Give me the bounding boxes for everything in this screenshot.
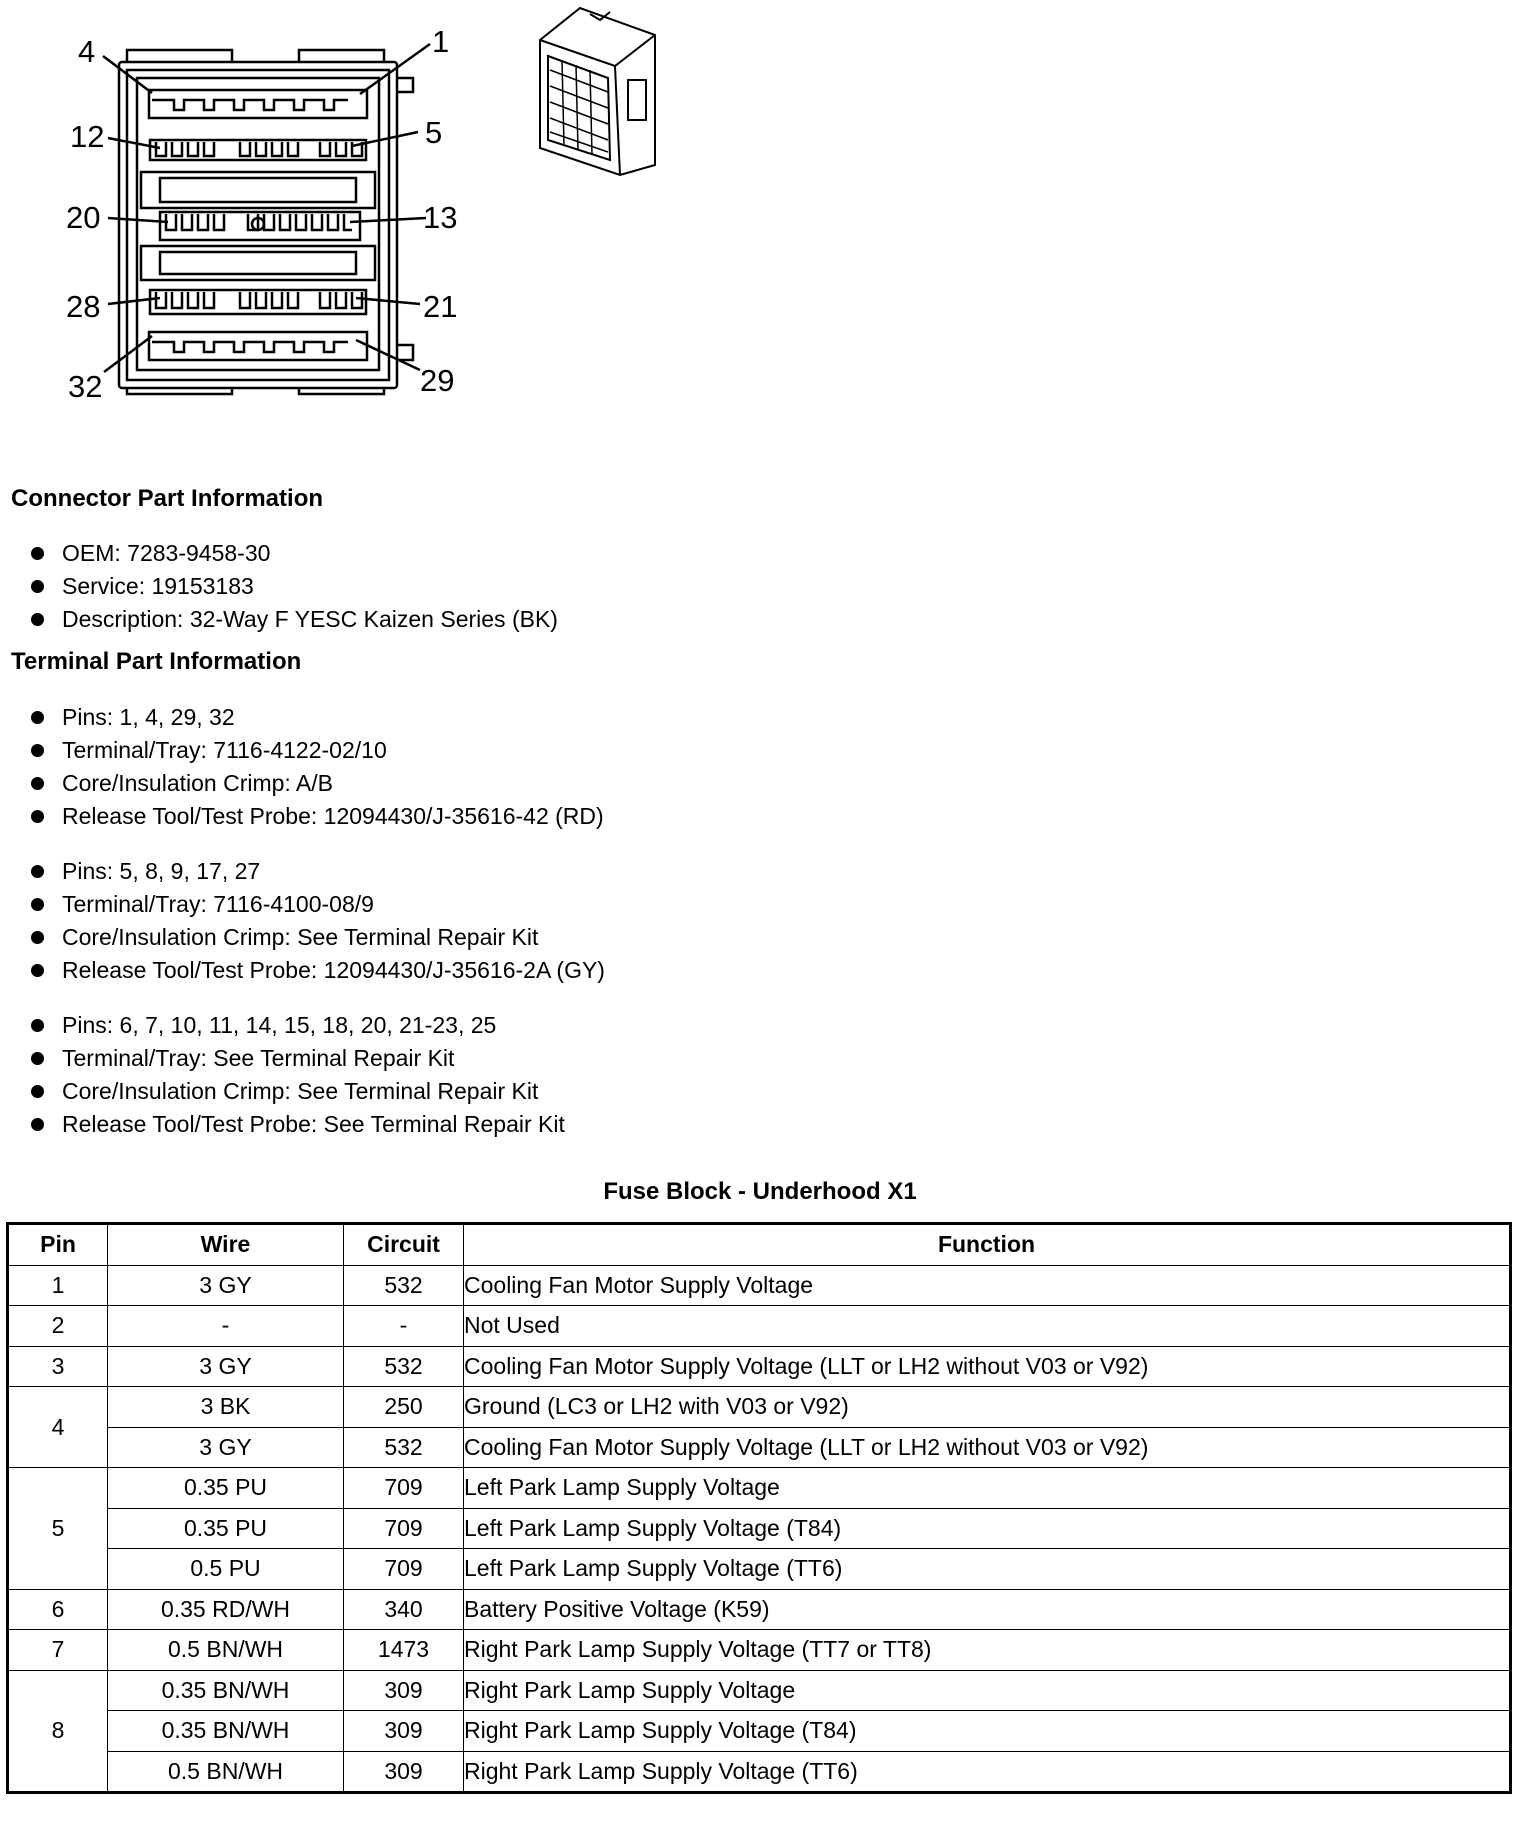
list-item: Release Tool/Test Probe: 12094430/J-35616-2A (GY) [0,954,605,987]
pin-cell: 7 [8,1630,108,1671]
connector-diagram [0,0,700,420]
connector-3d-view [540,8,655,175]
pin-table [6,1222,1512,1794]
function-cell: Right Park Lamp Supply Voltage (TT6) [464,1751,1511,1793]
table-row [8,1508,1511,1549]
circuit-cell: 532 [344,1265,464,1306]
table-row [8,1427,1511,1468]
list-item: Terminal/Tray: 7116-4122-02/10 [0,734,604,767]
terminal-info-heading: Terminal Part Information [11,648,302,675]
table-row [8,1468,1511,1509]
pin-cell: 8 [8,1670,108,1793]
table-row [8,1589,1511,1630]
circuit-cell: 709 [344,1549,464,1590]
table-header-row [8,1224,1511,1266]
function-cell: Left Park Lamp Supply Voltage (T84) [464,1508,1511,1549]
wire-cell: 0.35 PU [108,1468,344,1509]
pin-cell: 1 [8,1265,108,1306]
terminal-group-3 [0,1009,565,1141]
wire-cell: 0.35 BN/WH [108,1670,344,1711]
list-item: Core/Insulation Crimp: A/B [0,767,604,800]
wire-cell: 0.35 BN/WH [108,1711,344,1752]
pin-label-20: 20 [66,200,101,235]
function-cell: Cooling Fan Motor Supply Voltage (LLT or LH2 without V03 or V92) [464,1427,1511,1468]
table-row [8,1751,1511,1793]
header-wire: Wire [108,1224,344,1266]
function-cell: Right Park Lamp Supply Voltage (T84) [464,1711,1511,1752]
function-cell: Right Park Lamp Supply Voltage (TT7 or TT8) [464,1630,1511,1671]
wire-cell: 0.5 BN/WH [108,1751,344,1793]
pin-label-21: 21 [423,289,458,324]
pin-cell: 4 [8,1387,108,1468]
function-cell: Left Park Lamp Supply Voltage (TT6) [464,1549,1511,1590]
wire-cell: 3 GY [108,1346,344,1387]
list-item: Pins: 6, 7, 10, 11, 14, 15, 18, 20, 21-23, 25 [0,1009,565,1042]
function-cell: Cooling Fan Motor Supply Voltage (LLT or LH2 without V03 or V92) [464,1346,1511,1387]
table-row [8,1265,1511,1306]
circuit-cell: 309 [344,1751,464,1793]
circuit-cell: 1473 [344,1630,464,1671]
circuit-cell: 709 [344,1468,464,1509]
pin-label-4: 4 [78,34,96,69]
pin-label-13: 13 [423,200,458,235]
header-pin: Pin [8,1224,108,1266]
circuit-cell: 250 [344,1387,464,1428]
pin-cell: 3 [8,1346,108,1387]
circuit-cell: 532 [344,1346,464,1387]
table-row [8,1306,1511,1347]
wire-cell: 0.5 PU [108,1549,344,1590]
list-item: Description: 32-Way F YESC Kaizen Series (BK) [0,603,558,636]
pin-label-28: 28 [66,289,101,324]
table-row [8,1670,1511,1711]
pin-label-12: 12 [70,119,105,154]
wire-cell: 0.5 BN/WH [108,1630,344,1671]
table-row [8,1711,1511,1752]
table-row [8,1387,1511,1428]
header-circuit: Circuit [344,1224,464,1266]
connector-info-list [0,537,558,636]
list-item: Terminal/Tray: See Terminal Repair Kit [0,1042,565,1075]
header-function: Function [464,1224,1511,1266]
list-item: Pins: 1, 4, 29, 32 [0,701,604,734]
wire-cell: 3 GY [108,1427,344,1468]
list-item: Release Tool/Test Probe: See Terminal Repair Kit [0,1108,565,1141]
wire-cell: 0.35 PU [108,1508,344,1549]
pin-cell: 6 [8,1589,108,1630]
table-row [8,1346,1511,1387]
list-item: Pins: 5, 8, 9, 17, 27 [0,855,605,888]
terminal-group-2 [0,855,605,987]
function-cell: Not Used [464,1306,1511,1347]
function-cell: Battery Positive Voltage (K59) [464,1589,1511,1630]
table-title: Fuse Block - Underhood X1 [603,1178,917,1205]
wire-cell: - [108,1306,344,1347]
wire-cell: 0.35 RD/WH [108,1589,344,1630]
circuit-cell: 309 [344,1711,464,1752]
wire-cell: 3 BK [108,1387,344,1428]
list-item: Release Tool/Test Probe: 12094430/J-35616-42 (RD) [0,800,604,833]
circuit-cell: 309 [344,1670,464,1711]
circuit-cell: 340 [344,1589,464,1630]
list-item: Terminal/Tray: 7116-4100-08/9 [0,888,605,921]
pin-label-29: 29 [420,363,455,398]
function-cell: Cooling Fan Motor Supply Voltage [464,1265,1511,1306]
function-cell: Ground (LC3 or LH2 with V03 or V92) [464,1387,1511,1428]
circuit-cell: 532 [344,1427,464,1468]
pin-cell: 2 [8,1306,108,1347]
connector-info-heading: Connector Part Information [11,485,324,512]
wire-cell: 3 GY [108,1265,344,1306]
pin-cell: 5 [8,1468,108,1590]
pin-label-32: 32 [68,369,103,404]
pin-label-5: 5 [425,115,443,150]
list-item: Service: 19153183 [0,570,558,603]
function-cell: Left Park Lamp Supply Voltage [464,1468,1511,1509]
table-row [8,1630,1511,1671]
list-item: Core/Insulation Crimp: See Terminal Repair Kit [0,921,605,954]
table-row [8,1549,1511,1590]
function-cell: Right Park Lamp Supply Voltage [464,1670,1511,1711]
list-item: Core/Insulation Crimp: See Terminal Repair Kit [0,1075,565,1108]
circuit-cell: 709 [344,1508,464,1549]
circuit-cell: - [344,1306,464,1347]
pin-label-1: 1 [432,24,450,59]
list-item: OEM: 7283-9458-30 [0,537,558,570]
terminal-group-1 [0,701,604,833]
